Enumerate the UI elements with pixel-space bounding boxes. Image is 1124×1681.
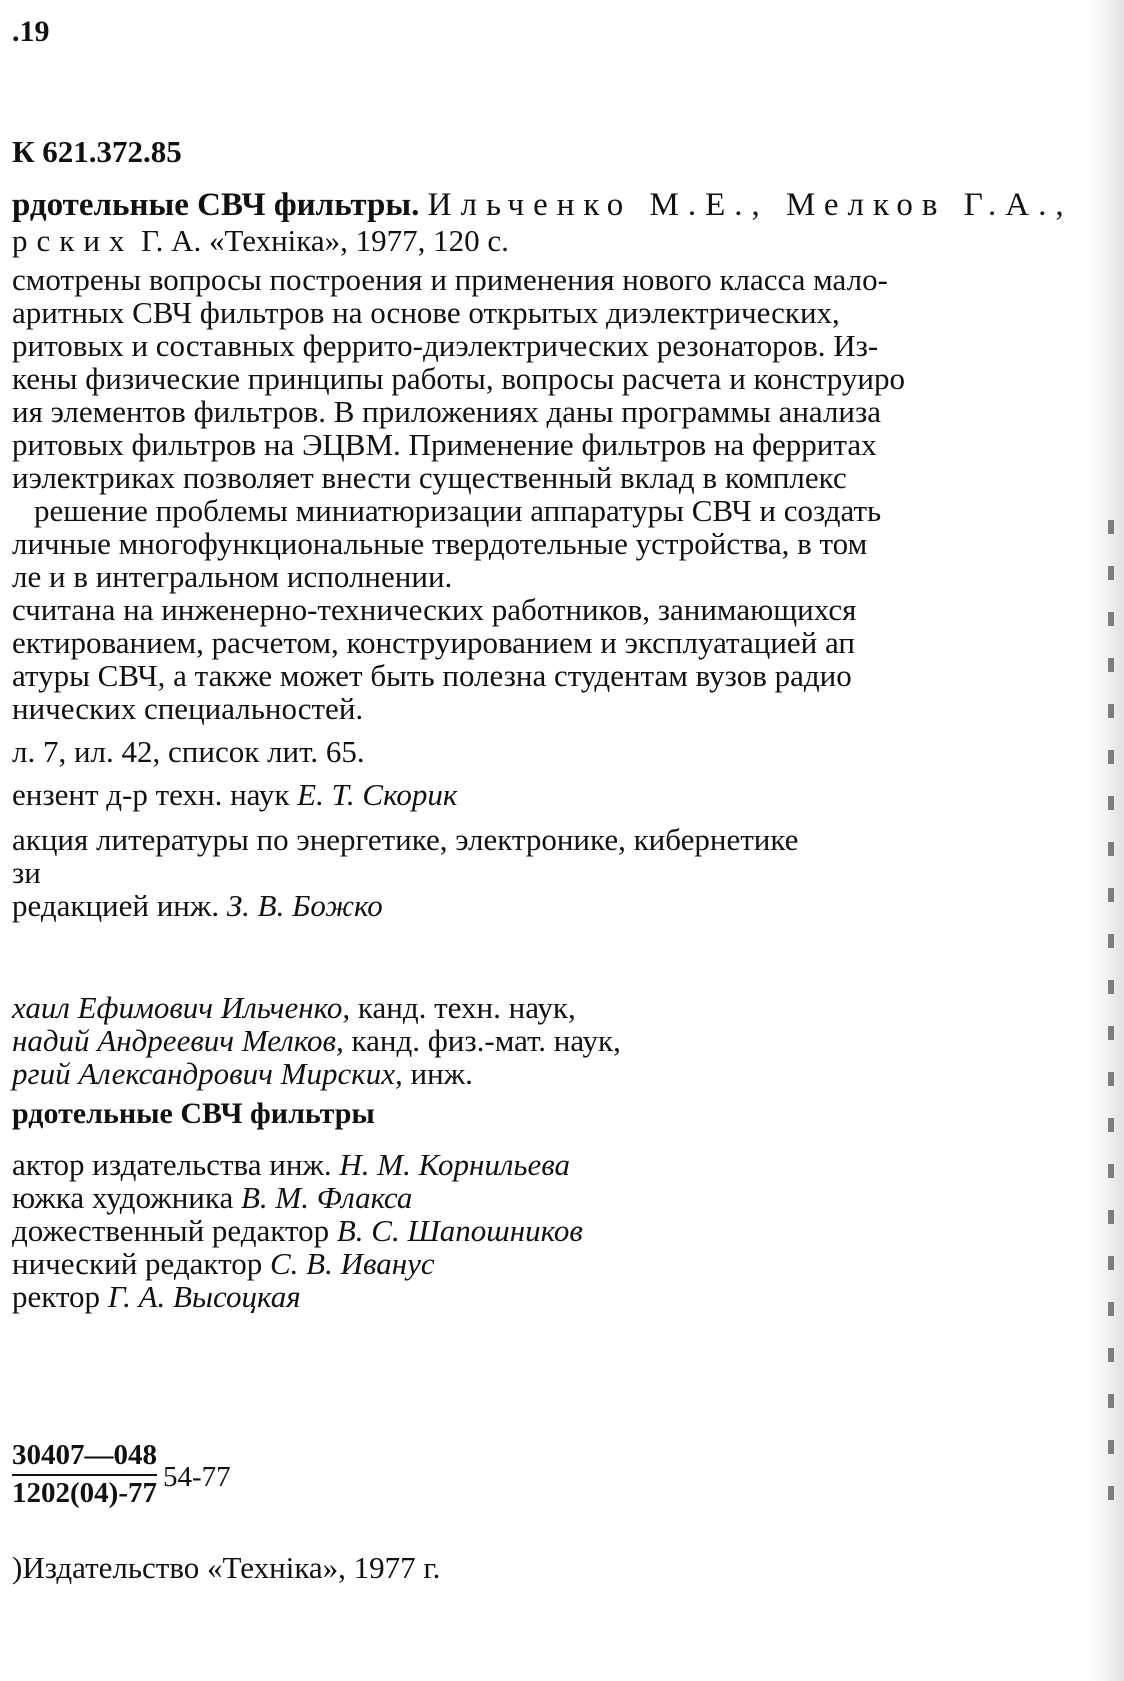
abstract-line: аритных СВЧ фильтров на основе открытых диэлектрических, — [12, 295, 840, 330]
author-title: инж. — [410, 1056, 473, 1091]
citation-title: рдотельные СВЧ фильтры. — [12, 187, 420, 223]
abstract-line: личные многофункциональные твердотельные устройства, в том — [12, 526, 868, 561]
credit-name: В. С. Шапошников — [336, 1213, 583, 1248]
editorial-line-2: зи — [12, 855, 41, 890]
audience-line: считана на инженерно-технических работников, занимающихся — [12, 592, 857, 627]
index-numerator: 30407—048 — [12, 1438, 157, 1476]
citation-publisher: Г. А. «Техніка», 1977, 120 с. — [141, 223, 509, 258]
credit-role: нический редактор — [12, 1246, 263, 1281]
author-title: канд. физ.-мат. наук, — [351, 1023, 621, 1058]
author-name: хаил Ефимович Ильченко, — [12, 990, 351, 1025]
page-mark: .19 — [12, 15, 50, 48]
copyright-line: )Издательство «Техніка», 1977 г. — [12, 1550, 441, 1585]
author-name: надий Андреевич Мелков, — [12, 1023, 344, 1058]
page-edge-shadow — [1084, 0, 1124, 1681]
index-value: 54-77 — [163, 1460, 231, 1493]
credit-entry — [12, 1279, 301, 1315]
author-entry — [12, 1056, 473, 1092]
audience-line: ектированием, расчетом, конструированием и эксплуатацией ап — [12, 625, 855, 660]
credit-name: Н. М. Корнильева — [339, 1147, 570, 1182]
stats-line: л. 7, ил. 42, список лит. 65. — [12, 734, 365, 769]
abstract-line: решение проблемы миниатюризации аппаратуры СВЧ и создать — [34, 493, 882, 528]
citation-line-2 — [12, 223, 509, 259]
abstract-line: иэлектриках позволяет внести существенный вклад в комплекс — [12, 460, 847, 495]
audience-line: атуры СВЧ, а также может быть полезна студентам вузов радио — [12, 658, 852, 693]
credit-entry — [12, 1147, 570, 1183]
editorial-label: редакцией инж. — [12, 888, 220, 923]
index-denominator: 1202(04)-77 — [12, 1477, 157, 1509]
credit-role: актор издательства инж. — [12, 1147, 332, 1182]
abstract-line: кены физические принципы работы, вопросы расчета и конструиро — [12, 361, 905, 396]
citation-author-spaced: рских — [12, 223, 134, 258]
credit-role: южка художника — [12, 1180, 234, 1215]
author-entry — [12, 990, 576, 1026]
reviewer-label: ензент д-р техн. наук — [12, 777, 290, 812]
reviewer-name: Е. Т. Скорик — [297, 777, 458, 812]
editorial-line-1: акция литературы по энергетике, электронике, кибернетике — [12, 822, 799, 857]
abstract-line: ия элементов фильтров. В приложениях даны программы анализа — [12, 394, 882, 429]
author-name: ргий Александрович Мирских, — [12, 1056, 403, 1091]
reviewer-line — [12, 777, 457, 813]
credit-entry — [12, 1246, 435, 1282]
abstract-line: смотрены вопросы построения и применения нового класса мало- — [12, 262, 888, 297]
citation-authors: Ильченко М.Е., Мелков Г.А., — [427, 187, 1073, 223]
editorial-name: З. В. Божко — [226, 888, 383, 923]
credit-name: Г. А. Высоцкая — [107, 1279, 301, 1314]
credit-name: С. В. Иванус — [269, 1246, 435, 1281]
audience-line: нических специальностей. — [12, 691, 364, 726]
credit-role: дожественный редактор — [12, 1213, 330, 1248]
credit-entry — [12, 1180, 412, 1216]
index-fraction — [12, 1438, 157, 1510]
credit-entry — [12, 1213, 583, 1249]
credit-role: ректор — [12, 1279, 101, 1314]
book-title: рдотельные СВЧ фильтры — [12, 1097, 375, 1130]
credit-name: В. М. Флакса — [240, 1180, 413, 1215]
author-title: канд. техн. наук, — [357, 990, 576, 1025]
abstract-line: ритовых и составных феррито-диэлектрических резонаторов. Из- — [12, 328, 879, 363]
udc-code: К 621.372.85 — [12, 134, 182, 169]
editorial-line-3 — [12, 888, 383, 924]
abstract-line: ритовых фильтров на ЭЦВМ. Применение фильтров на ферритах — [12, 427, 877, 462]
binding-marks — [1108, 520, 1114, 1520]
abstract-line: ле и в интегральном исполнении. — [12, 559, 453, 594]
index-code — [12, 1438, 231, 1510]
author-entry — [12, 1023, 621, 1059]
citation-line-1 — [12, 187, 1073, 223]
